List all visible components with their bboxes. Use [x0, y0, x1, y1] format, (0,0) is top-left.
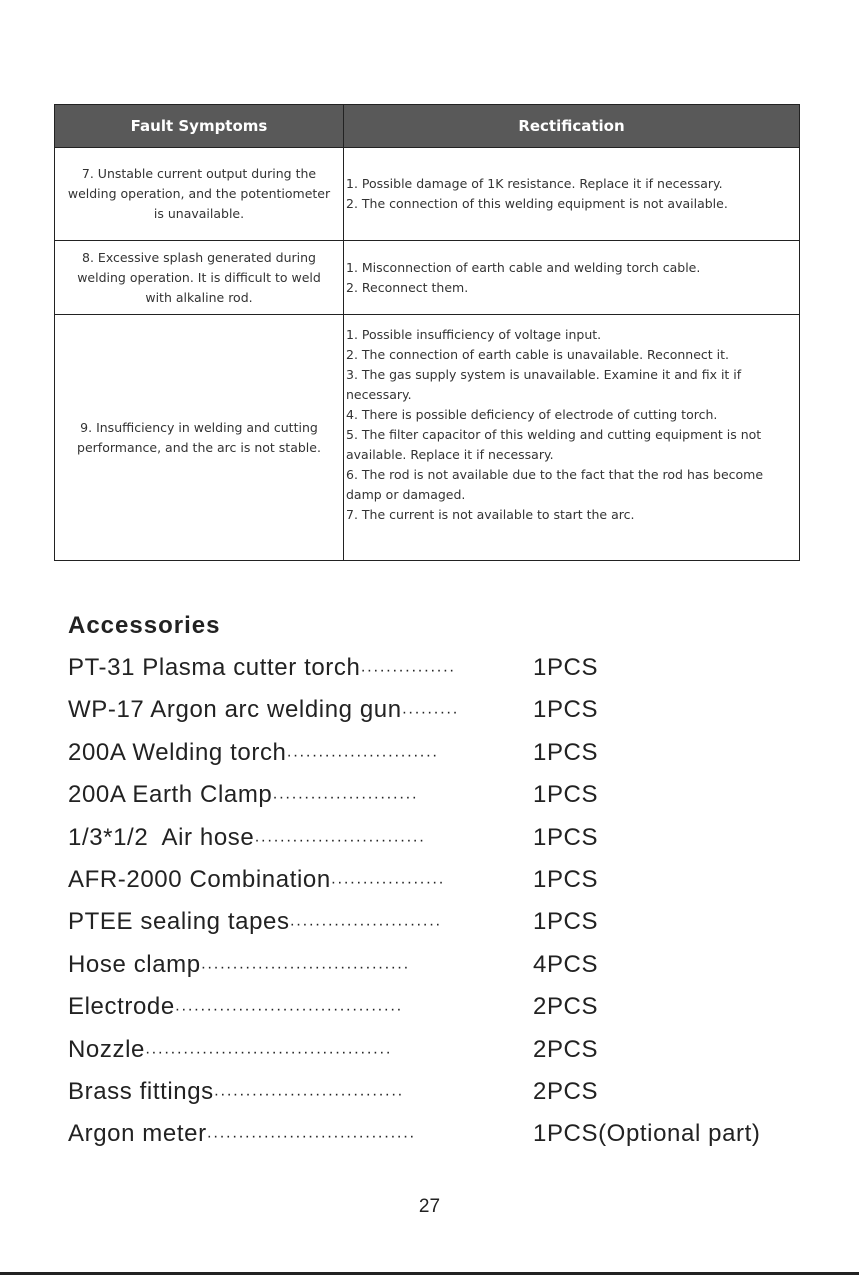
fix-line: 1. Possible insufficiency of voltage input. — [346, 327, 602, 342]
header-rectification: Rectification — [344, 105, 800, 148]
fix-line: 1. Misconnection of earth cable and welding torch cable. — [346, 259, 701, 275]
symptom-line: 9. Insufficiency in welding and cutting — [80, 419, 318, 435]
accessory-leader-dots: ································· — [206, 1128, 416, 1146]
accessory-quantity: 1PCS — [533, 823, 599, 851]
accessory-leader-dots: ··············· — [360, 662, 456, 679]
accessory-item — [68, 773, 828, 815]
accessory-leader-dots: ······························ — [213, 1085, 404, 1103]
accessory-leader-dots: ·················· — [330, 873, 445, 891]
accessory-item — [68, 943, 828, 985]
accessory-name: 1/3*1/2 Air hose — [68, 823, 255, 851]
accessory-item — [68, 816, 828, 858]
accessory-item — [68, 688, 828, 730]
symptom-line: welding operation. It is difficult to weld — [77, 269, 321, 285]
accessory-leader-dots: ···································· — [174, 1001, 403, 1019]
accessory-name: Electrode — [68, 993, 175, 1021]
accessory-quantity: 2PCS — [533, 1077, 599, 1105]
accessory-item — [68, 1028, 828, 1070]
accessory-leader-dots: ································· — [200, 958, 410, 976]
accessory-name: WP-17 Argon arc welding gun — [68, 696, 402, 724]
accessory-quantity: 1PCS(Optional part) — [533, 1120, 761, 1148]
accessory-name: PT-31 Plasma cutter torch — [68, 654, 361, 681]
accessory-item — [68, 1070, 828, 1112]
accessory-leader-dots: ······················· — [272, 789, 418, 807]
rectification-cell — [344, 315, 800, 561]
header-fault-symptoms: Fault Symptoms — [55, 105, 344, 148]
accessory-quantity: 1PCS — [533, 696, 599, 724]
bottom-rule — [0, 1272, 859, 1275]
accessory-item — [68, 646, 828, 688]
rectification-cell — [344, 241, 800, 315]
accessory-leader-dots: ······································· — [144, 1043, 392, 1061]
accessory-item — [68, 985, 828, 1027]
accessory-leader-dots: ··························· — [254, 831, 426, 849]
accessory-name: Brass fittings — [68, 1077, 214, 1105]
fault-symptom-cell — [55, 315, 344, 561]
symptom-line: is unavailable. — [153, 206, 245, 221]
symptom-line: performance, and the arc is not stable. — [77, 439, 321, 455]
accessory-quantity: 1PCS — [533, 908, 599, 936]
table-row — [55, 148, 800, 241]
accessory-name: AFR-2000 Combination — [68, 865, 331, 893]
accessory-leader-dots: ························ — [289, 916, 442, 934]
fix-line: 2. Reconnect them. — [346, 279, 469, 295]
accessory-leader-dots: ········· — [401, 704, 459, 722]
symptom-line: welding operation, and the potentiometer — [67, 186, 331, 201]
fault-symptom-cell — [55, 148, 344, 241]
table-row — [55, 241, 800, 315]
accessory-name: 200A Welding torch — [68, 738, 287, 766]
fix-line: 5. The filter capacitor of this welding and cutting equipment is not — [346, 427, 762, 442]
table-row — [55, 315, 800, 561]
accessory-quantity: 2PCS — [533, 993, 599, 1021]
accessory-quantity: 4PCS — [533, 950, 599, 978]
page-number: 27 — [418, 1196, 441, 1217]
fix-line: 6. The rod is not available due to the fact that the rod has become — [346, 467, 764, 482]
accessory-name: Argon meter — [68, 1120, 207, 1148]
accessories-list — [68, 646, 828, 1155]
accessory-quantity: 1PCS — [533, 865, 599, 893]
accessory-leader-dots: ························ — [286, 746, 439, 764]
accessory-item — [68, 900, 828, 942]
fix-line: 2. The connection of this welding equipment is not available. — [346, 196, 728, 211]
symptom-line: with alkaline rod. — [145, 289, 253, 305]
accessory-quantity: 1PCS — [533, 654, 599, 681]
fix-line: 7. The current is not available to start the arc. — [346, 507, 635, 522]
fix-line: 4. There is possible deficiency of electrode of cutting torch. — [346, 407, 718, 422]
fix-line: damp or damaged. — [346, 487, 466, 502]
fix-line: necessary. — [346, 387, 412, 402]
accessory-item — [68, 858, 828, 900]
accessory-name: Nozzle — [68, 1035, 145, 1063]
fix-line: 1. Possible damage of 1K resistance. Replace it if necessary. — [346, 176, 723, 191]
accessory-quantity: 1PCS — [533, 781, 599, 809]
accessory-name: Hose clamp — [68, 950, 201, 978]
accessories-section — [68, 612, 828, 1155]
fix-line: 2. The connection of earth cable is unavailable. Reconnect it. — [346, 347, 730, 362]
fix-line: available. Replace it if necessary. — [346, 447, 554, 462]
fault-table — [54, 104, 800, 561]
table-header-row — [55, 105, 800, 148]
accessory-name: 200A Earth Clamp — [68, 781, 273, 809]
accessory-item — [68, 1112, 828, 1154]
accessory-name: PTEE sealing tapes — [68, 908, 290, 936]
rectification-cell — [344, 148, 800, 241]
accessory-quantity: 1PCS — [533, 738, 599, 766]
accessories-title: Accessories — [68, 612, 221, 639]
accessory-item — [68, 731, 828, 773]
fix-line: 3. The gas supply system is unavailable. Examine it and fix it if — [346, 367, 742, 382]
symptom-line: 7. Unstable current output during the — [81, 166, 317, 181]
symptom-line: 8. Excessive splash generated during — [82, 249, 316, 265]
fault-symptom-cell — [55, 241, 344, 315]
accessory-quantity: 2PCS — [533, 1035, 599, 1063]
